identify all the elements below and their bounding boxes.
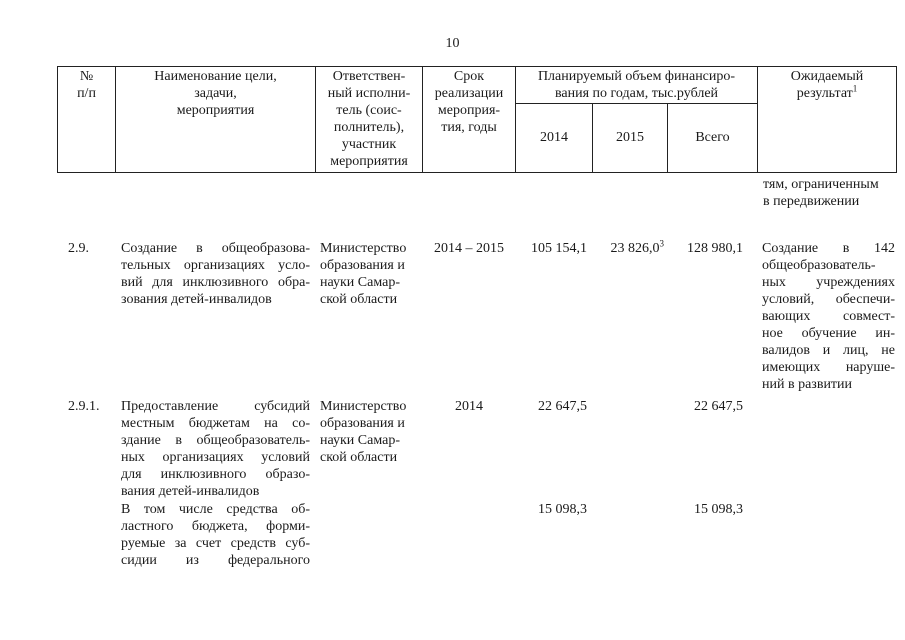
table-top-border: [57, 66, 897, 67]
name-line: сидии из федерального: [121, 553, 310, 568]
name-line: тельных организациях усло-: [121, 258, 310, 273]
page-number: 10: [445, 36, 460, 51]
name-line: вания детей-инвалидов: [121, 484, 260, 499]
executor-line: Министерство: [320, 241, 407, 256]
executor-line: образования и: [320, 258, 405, 273]
result-line: общеобразователь-: [762, 258, 876, 273]
name-line: зования детей-инвалидов: [121, 292, 272, 307]
result-line: Создание в 142: [762, 241, 895, 256]
header-total: Всего: [695, 130, 730, 145]
table-right-border: [896, 66, 897, 173]
continuation-line: тям, ограниченным: [763, 177, 879, 192]
row-term: 2014: [455, 399, 483, 414]
header-bottom-border: [57, 172, 897, 173]
row-name: [121, 240, 310, 308]
row-term: 2014 – 2015: [434, 241, 504, 256]
row-value-2014: 105 154,1: [531, 241, 587, 256]
executor-line: науки Самар-: [320, 433, 400, 448]
row-value-2015: [592, 240, 664, 257]
row-number: 2.9.: [68, 241, 89, 256]
result-line: вающих совмест-: [762, 309, 895, 324]
row-executor: [320, 398, 420, 466]
header-result: [758, 68, 896, 102]
row-value-2014: 15 098,3: [538, 502, 587, 517]
header-term: Срок реализации мероприя- тия, годы: [434, 69, 504, 135]
name-line: вий для инклюзивного обра-: [121, 275, 310, 290]
result-line: условий, обеспечи-: [762, 292, 895, 307]
name-line: для инклюзивного образо-: [121, 467, 310, 482]
header-name: Наименование цели, задачи, мероприятия: [154, 69, 277, 118]
result-continuation: [763, 176, 895, 210]
result-line: имеющих наруше-: [762, 360, 895, 375]
header-executor: Ответствен- ный исполни- тель (соис- полнитель), участник мероприятия: [327, 69, 411, 169]
row-number: 2.9.1.: [68, 399, 100, 414]
header-financing: Планируемый объем финансиро- вания по годам, тыс.рублей: [537, 69, 736, 101]
name-line: В том числе средства об-: [121, 502, 310, 517]
header-year-2015: 2015: [616, 130, 644, 145]
executor-line: науки Самар-: [320, 275, 400, 290]
financing-subheader-line: [515, 103, 757, 104]
row-value-total: 15 098,3: [694, 502, 743, 517]
executor-line: Министерство: [320, 399, 407, 414]
header-year-2014: 2014: [540, 130, 568, 145]
header-result-text: Ожидаемый результат: [790, 69, 864, 101]
row-executor: [320, 240, 420, 308]
row-value-total: 128 980,1: [687, 241, 743, 256]
row-name: [121, 501, 310, 569]
executor-line: образования и: [320, 416, 405, 431]
header-result-footnote: 1: [852, 83, 858, 94]
executor-line: ской области: [320, 450, 398, 465]
row-value-total: 22 647,5: [694, 399, 743, 414]
result-line: ных учреждениях: [762, 275, 895, 290]
row-result: [762, 240, 895, 393]
result-line: ний в развитии: [762, 377, 853, 392]
result-line: ное обучение ин-: [762, 326, 895, 341]
executor-line: ской области: [320, 292, 398, 307]
header-number: № п/п: [77, 69, 96, 101]
name-line: здание в общеобразователь-: [121, 433, 310, 448]
name-line: Создание в общеобразова-: [121, 241, 310, 256]
name-line: Предоставление субсидий: [121, 399, 310, 414]
continuation-line: в передвижении: [763, 194, 860, 209]
row-value-2014: 22 647,5: [538, 399, 587, 414]
value-2015-text: 23 826,0: [610, 241, 660, 256]
name-line: местным бюджетам на со-: [121, 416, 310, 431]
result-line: валидов и лиц, не: [762, 343, 895, 358]
row-name: [121, 398, 310, 500]
value-2015-footnote: 3: [659, 238, 664, 249]
name-line: ластного бюджета, форми-: [121, 519, 310, 534]
name-line: ных организациях условий: [121, 450, 310, 465]
name-line: руемые за счет средств суб-: [121, 536, 310, 551]
